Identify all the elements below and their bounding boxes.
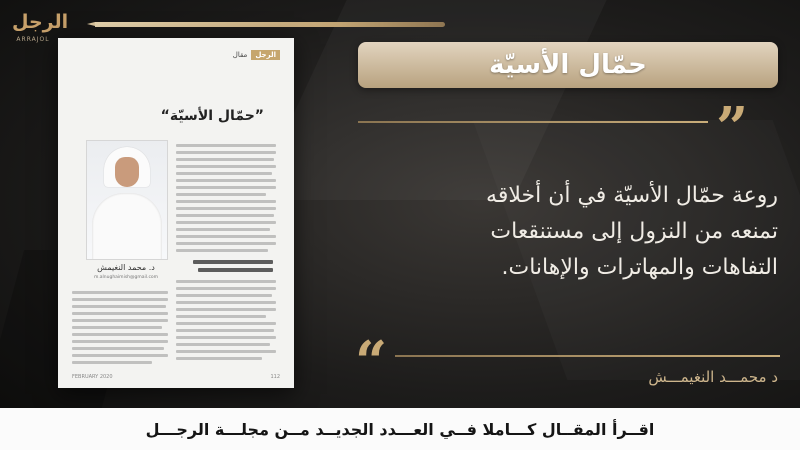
- article-text-line: [176, 221, 276, 224]
- article-text-line: [176, 336, 276, 339]
- article-text-line: [72, 319, 168, 322]
- article-pull-quote-line: [198, 268, 273, 272]
- article-text-line: [176, 350, 276, 353]
- article-text-line: [176, 228, 270, 231]
- article-text-line: [176, 172, 272, 175]
- article-text-line: [176, 144, 276, 147]
- article-text-line: [176, 308, 276, 311]
- article-text-line: [176, 186, 276, 189]
- article-text-line: [72, 333, 168, 336]
- article-text-line: [176, 151, 276, 154]
- brand-logo-subtitle: ARRAJOL: [16, 36, 50, 43]
- article-text-line: [176, 301, 276, 304]
- article-text-line: [176, 158, 274, 161]
- article-text-line: [176, 315, 266, 318]
- magazine-footer: [72, 374, 280, 380]
- magazine-issue-date: FEBRUARY 2020: [72, 374, 113, 380]
- close-quote-icon: “: [355, 329, 388, 395]
- magazine-page-number: 112: [270, 374, 280, 380]
- article-text-line: [176, 322, 276, 325]
- article-text-line: [72, 326, 162, 329]
- article-text-line: [176, 235, 276, 238]
- footer-bar: [0, 408, 800, 450]
- article-text-line: [176, 329, 274, 332]
- magazine-author-email: m.alnughaimish@gmail.com: [93, 275, 159, 280]
- banner-title: حمّال الأسيّة: [489, 50, 647, 80]
- quote-author: د محمـــد النغيمـــش: [648, 368, 778, 386]
- article-text-line: [176, 165, 276, 168]
- quote-line: تمنعه من النزول إلى مستنقعات: [490, 219, 778, 244]
- article-text-line: [72, 361, 152, 364]
- article-text-line: [72, 312, 168, 315]
- article-text-line: [72, 340, 168, 343]
- article-text-line: [176, 200, 276, 203]
- article-text-line: [72, 354, 168, 357]
- article-text-line: [176, 249, 268, 252]
- brand-logo-mark: الرجل: [12, 11, 69, 33]
- quote-text: [400, 178, 778, 286]
- magazine-section-label: مقال: [232, 51, 248, 59]
- magazine-article-title: ”حمّال الأسيّة“: [160, 108, 264, 124]
- open-quote-icon: ”: [716, 95, 749, 161]
- article-text-line: [72, 305, 166, 308]
- divider-line: [395, 355, 780, 357]
- pencil-decoration: [95, 22, 445, 27]
- face-shape: [115, 157, 139, 187]
- quote-line: روعة حمّال الأسيّة في أن أخلاقه: [486, 183, 778, 208]
- article-text-line: [176, 179, 276, 182]
- magazine-page: [58, 38, 294, 388]
- author-photo: [86, 140, 168, 260]
- magazine-logo: الرجل: [251, 50, 280, 60]
- article-text-line: [176, 242, 276, 245]
- article-text-line: [72, 291, 168, 294]
- article-text-line: [176, 214, 274, 217]
- article-text-line: [176, 193, 266, 196]
- article-text-line: [72, 347, 164, 350]
- title-banner: [358, 42, 778, 88]
- article-text-line: [176, 280, 276, 283]
- robe-shape: [92, 193, 162, 260]
- article-text-line: [176, 357, 262, 360]
- magazine-header: [233, 50, 280, 60]
- divider-line: [358, 121, 708, 123]
- brand-logo: [12, 8, 69, 48]
- article-text-line: [72, 298, 168, 301]
- footer-cta: اقــرأ المقــال كـــاملا فــي العـــدد الجديــد مــن مجلـــة الرجـــل: [145, 419, 655, 439]
- article-text-line: [176, 294, 272, 297]
- article-text-line: [176, 287, 276, 290]
- article-text-line: [176, 207, 276, 210]
- article-pull-quote-line: [193, 260, 273, 264]
- magazine-author-name: د. محمد النغيمش: [97, 263, 155, 272]
- article-text-line: [176, 343, 270, 346]
- quote-line: التفاهات والمهاترات والإهانات.: [501, 255, 778, 280]
